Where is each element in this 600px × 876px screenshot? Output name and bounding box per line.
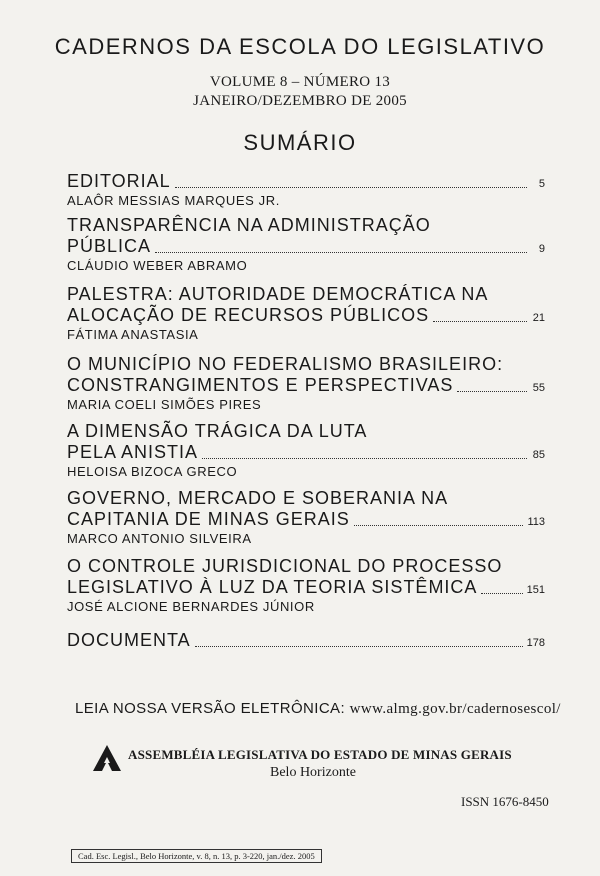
- entry-title: GOVERNO, MERCADO E SOBERANIA NA: [67, 488, 449, 508]
- entry-title: CONSTRANGIMENTOS E PERSPECTIVAS: [67, 375, 454, 395]
- toc-entry[interactable]: [67, 215, 545, 273]
- toc-entry[interactable]: [67, 630, 545, 651]
- assembly-logo-icon: [92, 743, 122, 773]
- entry-title: O CONTROLE JURISDICIONAL DO PROCESSO: [67, 556, 503, 576]
- leader-dots: [155, 252, 527, 253]
- entry-title: EDITORIAL: [67, 171, 171, 191]
- entry-title: PALESTRA: AUTORIDADE DEMOCRÁTICA NA: [67, 284, 489, 304]
- website-link[interactable]: www.almg.gov.br/cadernosescol/: [349, 701, 561, 717]
- entry-title: O MUNICÍPIO NO FEDERALISMO BRASILEIRO:: [67, 354, 504, 374]
- entry-author: ALAÔR MESSIAS MARQUES JR.: [67, 193, 280, 208]
- toc-entry[interactable]: [67, 354, 545, 412]
- toc-entry[interactable]: [67, 171, 545, 208]
- page-number: 151: [526, 584, 545, 596]
- toc-entry[interactable]: [67, 556, 545, 614]
- entry-author: MARCO ANTONIO SILVEIRA: [67, 531, 252, 546]
- publisher-name: ASSEMBLÉIA LEGISLATIVA DO ESTADO DE MINAS GERAIS: [128, 747, 512, 762]
- entry-author: HELOISA BIZOCA GRECO: [67, 464, 238, 479]
- leader-dots: [202, 458, 527, 459]
- publication-period: JANEIRO/DEZEMBRO DE 2005: [193, 93, 407, 109]
- toc-entry[interactable]: [67, 488, 545, 546]
- section-heading: SUMÁRIO: [243, 130, 357, 155]
- electronic-version-label: LEIA NOSSA VERSÃO ELETRÔNICA:: [75, 700, 346, 717]
- toc-entry[interactable]: [67, 421, 545, 479]
- leader-dots: [195, 646, 523, 647]
- toc-entry[interactable]: [67, 284, 545, 342]
- entry-author: CLÁUDIO WEBER ABRAMO: [67, 258, 248, 273]
- entry-title: PÚBLICA: [67, 236, 152, 256]
- page-number: 5: [538, 178, 545, 190]
- entry-title: TRANSPARÊNCIA NA ADMINISTRAÇÃO: [67, 215, 431, 235]
- leader-dots: [354, 525, 524, 526]
- entry-author: FÁTIMA ANASTASIA: [67, 327, 199, 342]
- page-number: 85: [532, 449, 545, 461]
- entry-title: ALOCAÇÃO DE RECURSOS PÚBLICOS: [67, 305, 430, 325]
- entry-title: DOCUMENTA: [67, 630, 191, 650]
- publisher-city: Belo Horizonte: [270, 765, 356, 780]
- leader-dots: [481, 593, 522, 594]
- leader-dots: [433, 321, 527, 322]
- citation-box: Cad. Esc. Legisl., Belo Horizonte, v. 8, n. 13, p. 3-220, jan./dez. 2005: [71, 849, 322, 863]
- entry-title: LEGISLATIVO À LUZ DA TEORIA SISTÊMICA: [67, 577, 478, 597]
- leader-dots: [457, 391, 527, 392]
- volume-number: VOLUME 8 – NÚMERO 13: [209, 74, 391, 90]
- page-number: 55: [532, 382, 545, 394]
- entry-author: JOSÉ ALCIONE BERNARDES JÚNIOR: [67, 599, 315, 614]
- page-number: 9: [538, 243, 545, 255]
- entry-title: A DIMENSÃO TRÁGICA DA LUTA: [67, 421, 368, 441]
- leader-dots: [175, 187, 527, 188]
- journal-title: CADERNOS DA ESCOLA DO LEGISLATIVO: [54, 34, 546, 59]
- entry-author: MARIA COELI SIMÕES PIRES: [67, 397, 262, 412]
- electronic-version-line: [75, 700, 561, 718]
- issn: ISSN 1676-8450: [461, 794, 549, 809]
- page-number: 178: [526, 637, 545, 649]
- entry-title: CAPITANIA DE MINAS GERAIS: [67, 509, 350, 529]
- entry-title: PELA ANISTIA: [67, 442, 199, 462]
- page-number: 21: [532, 312, 545, 324]
- page-number: 113: [527, 516, 545, 528]
